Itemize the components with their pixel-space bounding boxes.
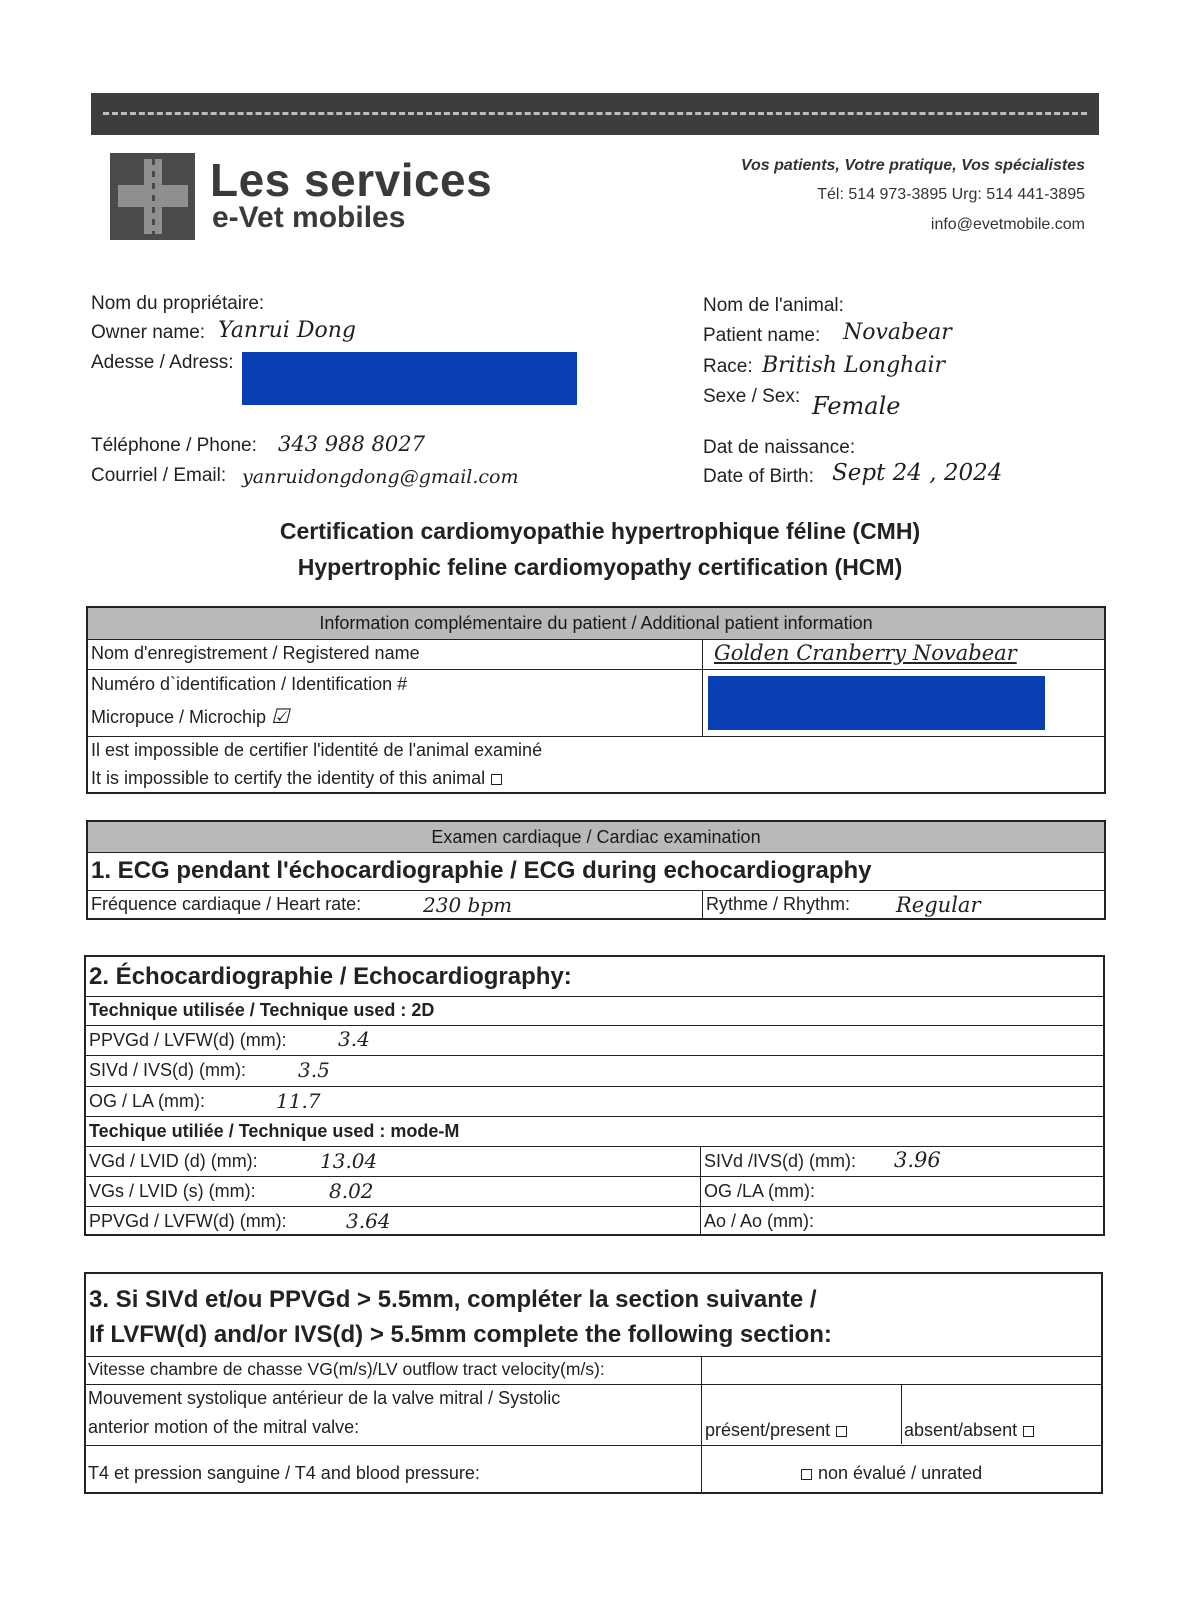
certification-title-fr: Certification cardiomyopathie hypertrophique féline (CMH) [279,518,921,544]
heart-rate-label: Fréquence cardiaque / Heart rate: [91,894,362,914]
section3-title-en: If LVFW(d) and/or IVS(d) > 5.5mm complete the following section: [89,1321,832,1348]
contact-email: info@evetmobile.com [930,216,1085,233]
la-2d-label: OG / LA (mm): [89,1091,206,1111]
present-checkbox[interactable] [836,1426,847,1437]
registered-name-label: Nom d'enregistrement / Registered name [91,643,420,663]
dob-label-fr: Dat de naissance: [703,437,856,458]
registered-name-row [88,640,1104,670]
address-label: Adesse / Adress: [91,352,234,373]
section3-title-fr: 3. Si SIVd et/ou PPVGd > 5.5mm, compléter la section suivante / [89,1286,817,1313]
identification-label: Numéro d`identification / Identification # [91,674,408,694]
evet-logo-icon [110,153,195,240]
lvfw-2d-value: 3.4 [338,1027,370,1051]
ivs-2d-value: 3.5 [298,1058,330,1082]
lvfw-2d-label: PPVGd / LVFW(d) (mm): [89,1030,287,1050]
brand-name-line1: Les services [210,154,493,206]
section3-title-row [86,1274,1101,1357]
ivs-2d-label: SIVd / IVS(d) (mm): [89,1060,247,1080]
cardiac-exam-header: Examen cardiaque / Cardiac examination [88,822,1104,853]
heart-rate-row [88,891,1104,920]
unrated-checkbox[interactable] [801,1469,812,1480]
sam-absent-option[interactable]: absent/absent [904,1420,1034,1441]
dob-value: Sept 24 , 2024 [832,460,1003,486]
echo-title: 2. Échocardiographie / Echocardiography: [89,963,572,990]
email-label: Courriel / Email: [91,465,227,486]
lvfw-m-value: 3.64 [346,1209,391,1233]
phone-label: Téléphone / Phone: [91,435,257,456]
brand-name-line2: e-Vet mobiles [212,201,406,234]
email-value: yanruidongdong@gmail.com [242,466,519,488]
identity-impossible-en: It is impossible to certify the identity of this animal [91,768,502,789]
owner-label-en: Owner name: [91,322,206,343]
absent-checkbox[interactable] [1023,1426,1034,1437]
identity-impossible-fr: Il est impossible de certifier l'identité de l'animal examiné [91,740,543,760]
address-redaction [242,352,577,405]
echo-title-row [86,957,1103,997]
lv-outflow-velocity-label: Vitesse chambre de chasse VG(m/s)/LV outflow tract velocity(m/s): [88,1359,605,1379]
owner-name-value: Yanrui Dong [218,318,356,343]
echo-table [84,955,1105,1236]
ivs-m-label: SIVd /IVS(d) (mm): [704,1151,857,1171]
rhythm-value: Regular [896,893,981,917]
patient-name-value: Novabear [843,320,952,345]
microchip-label: Micropuce / Microchip ☑ [91,704,290,728]
dob-label-en: Date of Birth: [703,466,814,487]
registered-name-value: Golden Cranberry Novabear [714,641,1017,665]
contact-phones: Tél: 514 973-3895 Urg: 514 441-3895 [817,186,1085,203]
sam-label-line2: anterior motion of the mitral valve: [88,1417,360,1437]
phone-value: 343 988 8027 [278,432,425,456]
lvids-value: 8.02 [329,1179,374,1203]
lvidd-value: 13.04 [320,1149,378,1173]
ao-label: Ao / Ao (mm): [704,1211,815,1231]
lvidd-label: VGd / LVID (d) (mm): [89,1151,258,1171]
race-value: British Longhair [762,353,945,378]
la-2d-value: 11.7 [276,1089,321,1113]
technique-m-mode: Techique utiliée / Technique used : mode-M [89,1121,460,1141]
certification-title-en: Hypertrophic feline cardiomyopathy certification (HCM) [297,554,903,580]
lvids-label: VGs / LVID (s) (mm): [89,1181,256,1201]
race-label: Race: [703,356,753,377]
sex-label: Sexe / Sex: [703,386,801,407]
animal-label-fr: Nom de l'animal: [703,295,844,316]
rhythm-label: Rythme / Rhythm: [706,894,851,914]
identification-redaction [708,676,1045,730]
microchip-check-icon: ☑ [271,704,290,728]
additional-info-header: Information complémentaire du patient / Additional patient information [88,608,1104,640]
ivs-m-value: 3.96 [894,1148,941,1172]
technique-2d: Technique utilisée / Technique used : 2D [89,1000,435,1020]
cardiac-exam-table [86,820,1106,920]
tagline: Vos patients, Votre pratique, Vos spécialistes [740,157,1085,174]
sam-present-option[interactable]: présent/present [705,1420,847,1441]
top-decorative-bar [91,93,1099,135]
sam-label-line1: Mouvement systolique antérieur de la valve mitral / Systolic [88,1388,561,1408]
owner-label-fr: Nom du propriétaire: [91,293,265,314]
unrated-option[interactable]: non évalué / unrated [801,1463,982,1484]
additional-info-table [86,606,1106,794]
section3-table [84,1272,1103,1494]
la-m-label: OG /LA (mm): [704,1181,816,1201]
patient-name-label: Patient name: [703,325,821,346]
t4-bp-label: T4 et pression sanguine / T4 and blood pressure: [88,1463,480,1483]
ecg-title: 1. ECG pendant l'échocardiographie / ECG during echocardiography [91,857,872,884]
heart-rate-value: 230 bpm [423,893,513,917]
identity-impossible-row [88,737,1104,794]
sex-value: Female [812,392,901,420]
identification-row [88,670,1104,737]
identity-checkbox[interactable] [491,774,502,785]
lvfw-m-label: PPVGd / LVFW(d) (mm): [89,1211,287,1231]
ecg-title-row [88,853,1104,891]
